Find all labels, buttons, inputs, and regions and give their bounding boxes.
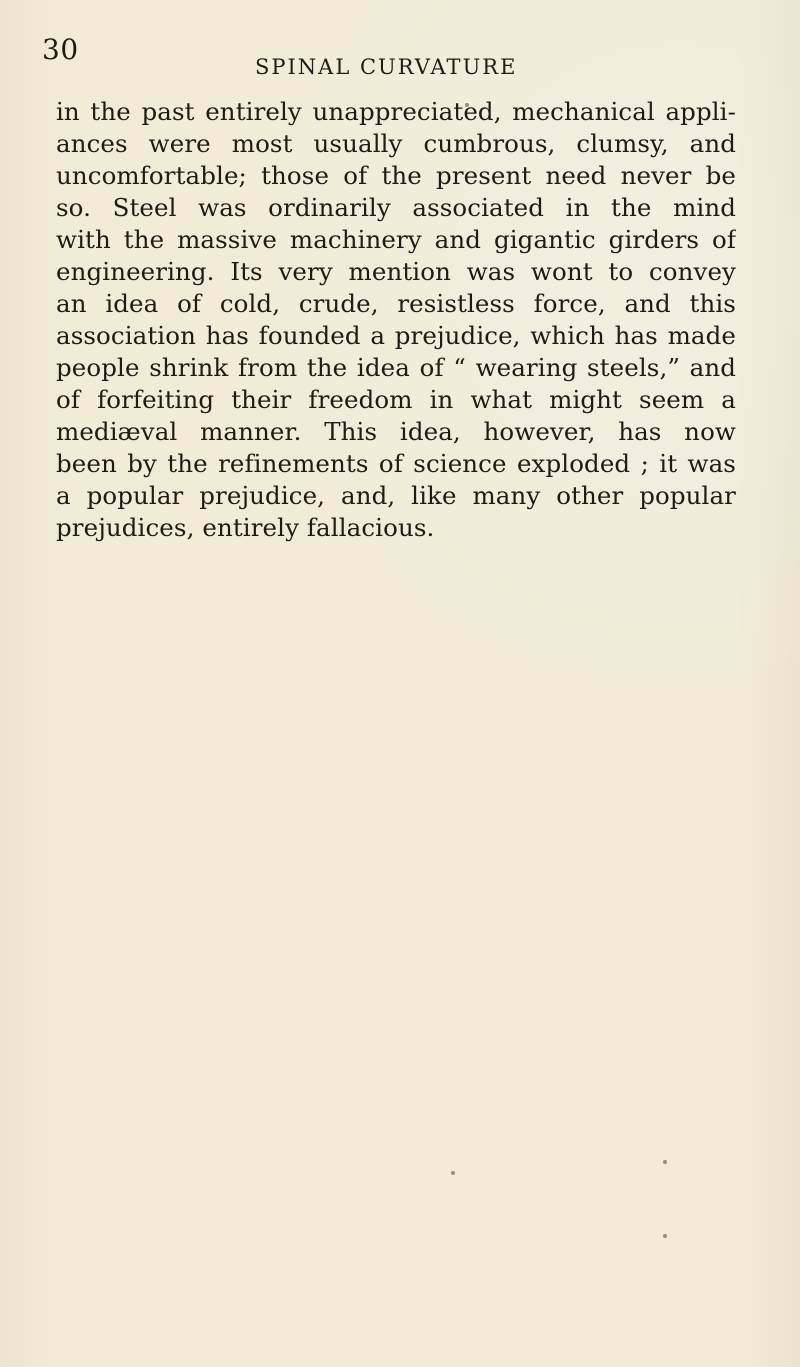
body-line-8: association has founded a prejudice, which has made (56, 321, 736, 350)
body-line-11: mediæval manner. This idea, however, has now (56, 417, 736, 446)
paper-speck (451, 1171, 455, 1175)
body-line-13: a popular prejudice, and, like many other popular (56, 481, 736, 510)
page-number: 30 (42, 33, 79, 66)
body-line-10: of forfeiting their freedom in what might seem a (56, 385, 736, 414)
running-head: SPINAL CURVATURE (255, 55, 518, 79)
body-line-5: with the massive machinery and gigantic girders of (56, 225, 736, 254)
body-line-9: people shrink from the idea of “ wearing steels,” and (56, 353, 736, 382)
paper-speck (663, 1160, 667, 1164)
body-text (56, 96, 736, 544)
body-line-3: uncomfortable; those of the present need never be (56, 161, 736, 190)
body-line-6: engineering. Its very mention was wont to convey (56, 257, 736, 286)
body-line-12: been by the refinements of science exploded ; it was (56, 449, 736, 478)
paper-speck (663, 1234, 667, 1238)
body-line-4: so. Steel was ordinarily associated in the mind (56, 193, 736, 222)
body-line-1: in the past entirely unappreciated, mechanical appli- (56, 97, 736, 126)
body-line-2: ances were most usually cumbrous, clumsy, and (56, 129, 736, 158)
body-line-7: an idea of cold, crude, resistless force, and this (56, 289, 736, 318)
body-line-14: prejudices, entirely fallacious. (56, 513, 435, 542)
paper-speck (465, 103, 469, 107)
